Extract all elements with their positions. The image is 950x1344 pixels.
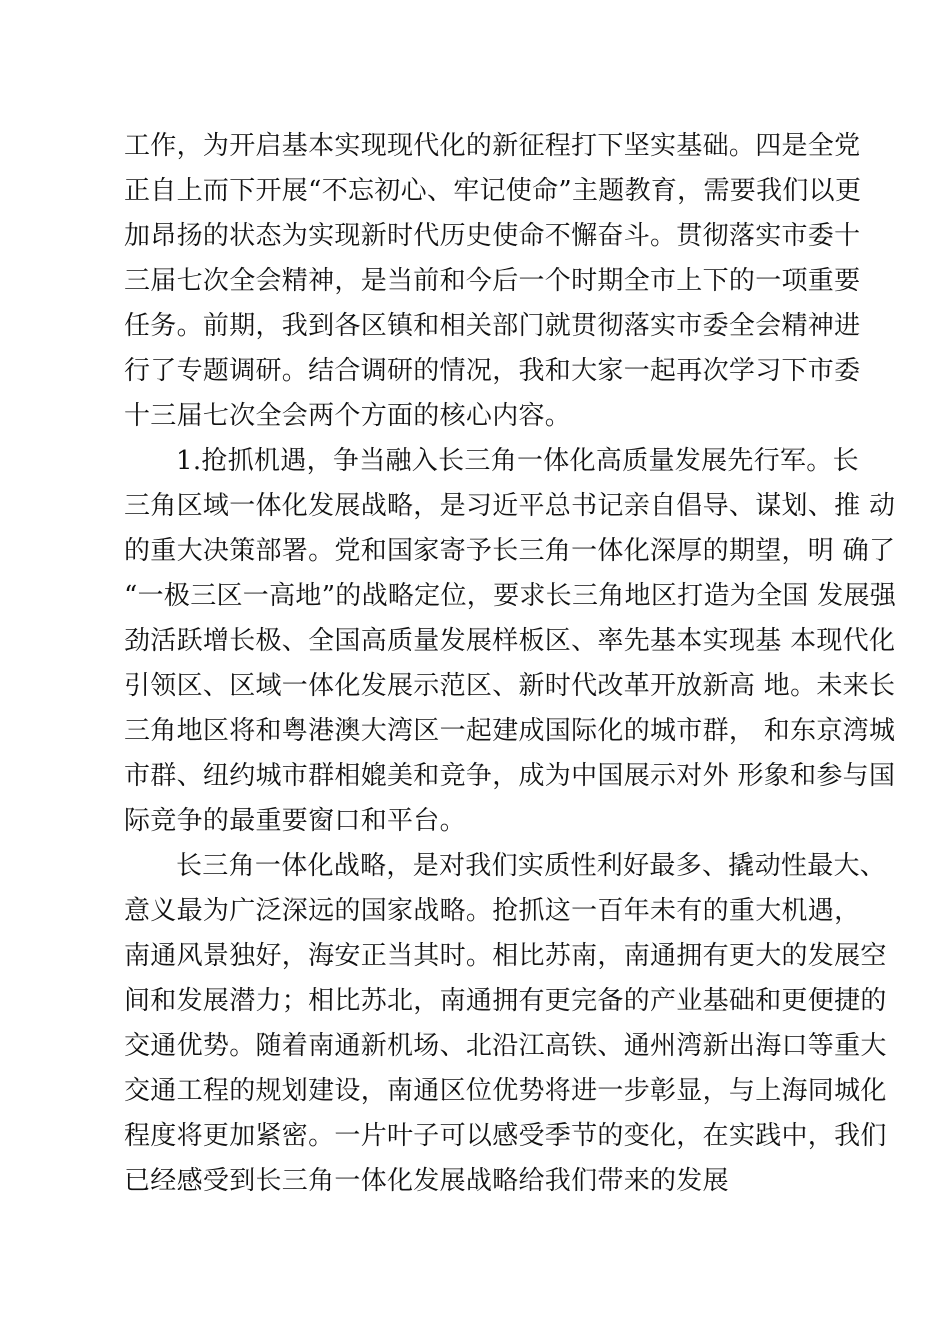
text-line: “一极三区一高地”的战略定位，要求长三角地区打造为全国 发展强 <box>124 581 897 611</box>
text-line: 程度将更加紧密。一片叶子可以感受季节的变化，在实践中，我们 <box>124 1121 887 1151</box>
text-line: 意义最为广泛深远的国家战略。抢抓这一百年未有的重大机遇， <box>124 896 861 926</box>
text-line: 已经感受到长三角一体化发展战略给我们带来的发展 <box>124 1166 729 1196</box>
text-line: 正自上而下开展“不忘初心、牢记使命”主题教育，需要我们以更 <box>124 176 862 206</box>
text-line: 的重大决策部署。党和国家寄予长三角一体化深厚的期望，明 确了 <box>124 536 896 566</box>
text-line: 行了专题调研。结合调研的情况，我和大家一起再次学习下市委 <box>124 356 861 386</box>
text-line: 劲活跃增长极、全国高质量发展样板区、率先基本实现基 本现代化 <box>124 626 896 656</box>
text-line: 三角地区将和粤港澳大湾区一起建成国际化的城市群， 和东京湾城 <box>124 716 896 746</box>
text-line: 间和发展潜力；相比苏北，南通拥有更完备的产业基础和更便捷的 <box>124 986 887 1016</box>
text-line: 引领区、区域一体化发展示范区、新时代改革开放新高 地。未来长 <box>124 671 896 701</box>
text-line: 三届七次全会精神，是当前和今后一个时期全市上下的一项重要 <box>124 266 861 296</box>
text-line: 三角区域一体化发展战略，是习近平总书记亲自倡导、谋划、推 动 <box>124 491 896 521</box>
text-line: 十三届七次全会两个方面的核心内容。 <box>124 401 572 431</box>
paragraph-1 <box>124 124 862 439</box>
text-line: 1.抢抓机遇，争当融入长三角一体化高质量发展先行军。长 <box>176 446 859 476</box>
text-line: 际竞争的最重要窗口和平台。 <box>124 806 466 836</box>
text-line: 交通工程的规划建设，南通区位优势将进一步彰显，与上海同城化 <box>124 1076 887 1106</box>
body-text <box>124 124 897 1204</box>
text-line: 任务。前期，我到各区镇和相关部门就贯彻落实市委全会精神进 <box>124 311 861 341</box>
text-line: 长三角一体化战略，是对我们实质性利好最多、撬动性最大、 <box>176 851 887 881</box>
paragraph-2 <box>124 439 897 844</box>
text-line: 工作，为开启基本实现现代化的新征程打下坚实基础。四是全党 <box>124 131 861 161</box>
text-line: 市群、纽约城市群相媲美和竞争，成为中国展示对外 形象和参与国 <box>124 761 896 791</box>
text-line: 交通优势。随着南通新机场、北沿江高铁、通州湾新出海口等重大 <box>124 1031 887 1061</box>
paragraph-3 <box>124 844 887 1204</box>
text-line: 南通风景独好，海安正当其时。相比苏南，南通拥有更大的发展空 <box>124 941 887 971</box>
text-line: 加昂扬的状态为实现新时代历史使命不懈奋斗。贯彻落实市委十 <box>124 221 861 251</box>
